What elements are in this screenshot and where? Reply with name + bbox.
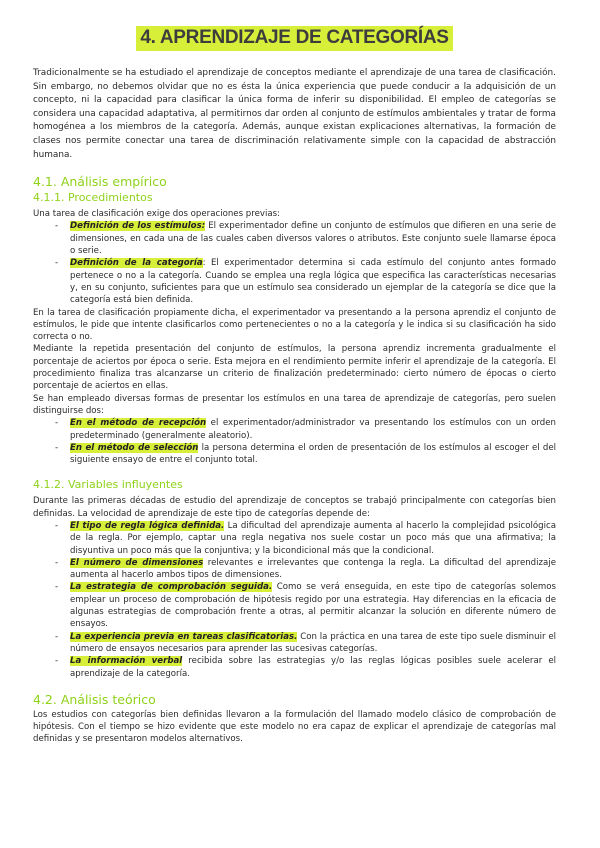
list-item [33, 581, 556, 630]
methods-list [33, 417, 556, 466]
item-text: la persona determina el orden de presentación de los estímulos al escoger el del siguiente ensayo de entre el conjunto total. [70, 442, 557, 466]
procedures-paragraph-2: Mediante la repetida presentación del conjunto de estímulos, la persona aprendiz incrementa gradualmente el porcentaje de aciertos por época o serie. Esta mejora en el rendimiento permite inferir el aprendizaje de la categoría. El procedimiento finaliza tras alcanzarse un criterio de finalización predeterminado: cierto número de épocas o cierto porcentaje de aciertos en ellas. [33, 344, 556, 392]
procedures-list [33, 220, 556, 306]
list-item [33, 655, 556, 680]
term-highlight: Definición de los estímulos: [70, 221, 206, 232]
item-text: el experimentador/administrador va presentando los estímulos con un orden predeterminado (generalmente aleatorio). [70, 418, 556, 441]
term-highlight: El número de dimensiones [70, 557, 204, 568]
item-text: : El experimentador determina si cada estímulo del conjunto antes formado pertenece o no a la categoría. Cuando se emplea una regla lógica que especifica las características necesarias y, en su conjunto, suficientes para que un estímulo sea considerado un ejemplar de la categoría se dice que la categoría está bien definida. [70, 258, 557, 306]
variables-lead: Durante las primeras décadas de estudio del aprendizaje de conceptos se trabajó principalmente con categorías bien definidas. La velocidad de aprendizaje de este tipo de categorías depende de: [33, 496, 556, 519]
item-text: Como se verá enseguida, en este tipo de categorías solemos emplear un proceso de comprobación de hipótesis regido por una estrategia. Hay diferencias en la eficacia de algunas estrategias de comprobación frente a otras, al permitir alcanzar la solución en diferente número de ensayos. [70, 582, 556, 630]
procedures-lead: Una tarea de clasificación exige dos operaciones previas: [33, 209, 280, 220]
intro-paragraph: Tradicionalmente se ha estudiado el aprendizaje de conceptos mediante el aprendizaje de una tarea de clasificación. Sin embargo, no debemos olvidar que no es ésta la única experiencia que puede conducir a la adquisición de un concepto, ni la capacidad para clasificar la única forma de inferir su disponibilidad. El empleo de categorías se considera una capacidad adaptativa, al permitirnos dar orden al conjunto de estímulos ambientales y tratar de forma homogénea a los miembros de la categoría. Además, aunque existan explicaciones alternativas, la formación de clases nos permite conectar una tarea de discriminación relativamente simple con la capacidad de abstracción humana. [33, 68, 556, 160]
variables-list [33, 520, 556, 680]
term-highlight: La información verbal [70, 656, 183, 667]
list-item [33, 257, 556, 306]
procedures-paragraph-3: Se han empleado diversas formas de presentar los estímulos en una tarea de aprendizaje de categorías, pero suelen distinguirse dos: [33, 393, 556, 416]
procedures-paragraph-1: En la tarea de clasificación propiamente dicha, el experimentador va presentando a la persona aprendiz el conjunto de estímulos, le pide que intente clasificarlos como pertenecientes o no a la categoría y le indica si su clasificación ha sido correcta o no. [33, 307, 556, 343]
term-highlight: El tipo de regla lógica definida. [70, 520, 225, 531]
item-text: El experimentador define un conjunto de estímulos que difieren en una serie de dimensiones, en cada una de las cuales caben diversos valores o atributos. Este conjunto suele llamarse época o serie. [70, 221, 556, 257]
list-item [33, 520, 556, 557]
term-highlight: Definición de la categoría [70, 258, 203, 269]
list-item [33, 417, 556, 442]
subsection-heading-4-1-2: 4.1.2. Variables influyentes [33, 478, 183, 492]
document-page [33, 26, 556, 746]
item-text: Con la práctica en una tarea de este tipo suele disminuir el número de ensayos necesarios para aprender las sucesivas categorías. [70, 631, 556, 654]
term-highlight: La estrategia de comprobación seguida. [70, 582, 273, 593]
list-item [33, 631, 556, 656]
subsection-heading-4-1-1: 4.1.1. Procedimientos [33, 191, 153, 205]
item-text: La dificultad del aprendizaje aumenta al hacerlo la complejidad psicológica de la regla. Por ejemplo, captar una regla negativa nos suele costar un poco más que una afirmativa; la disyuntiva un poco más que la conjuntiva; y la bicondicional más que la condicional. [70, 520, 556, 556]
term-highlight: La experiencia previa en tareas clasificatorias. [70, 631, 298, 642]
section-heading-4-2: 4.2. Análisis teórico [33, 691, 156, 707]
term-highlight: En el método de recepción [70, 418, 207, 429]
section-heading-4-1: 4.1. Análisis empírico [33, 174, 167, 190]
list-item [33, 557, 556, 582]
item-text: relevantes e irrelevantes que contenga la regla. La dificultad del aprendizaje aumenta al hacerlo ambos tipos de dimensiones. [70, 557, 556, 581]
term-highlight: En el método de selección [70, 442, 199, 453]
page-title: 4. APRENDIZAJE DE CATEGORÍAS [136, 26, 452, 51]
list-item [33, 220, 556, 257]
item-text: recibida sobre las estrategias y/o las reglas lógicas posibles suele acelerar el aprendizaje de la categoría. [70, 656, 556, 679]
theory-paragraph: Los estudios con categorías bien definidas llevaron a la formulación del llamado modelo clásico de comprobación de hipótesis. Con el tiempo se hizo evidente que este modelo no era capaz de explicar el aprendizaje de categorías mal definidas y se presentaron modelos alternativos. [33, 709, 556, 745]
list-item [33, 442, 556, 467]
title-wrap [33, 26, 556, 51]
